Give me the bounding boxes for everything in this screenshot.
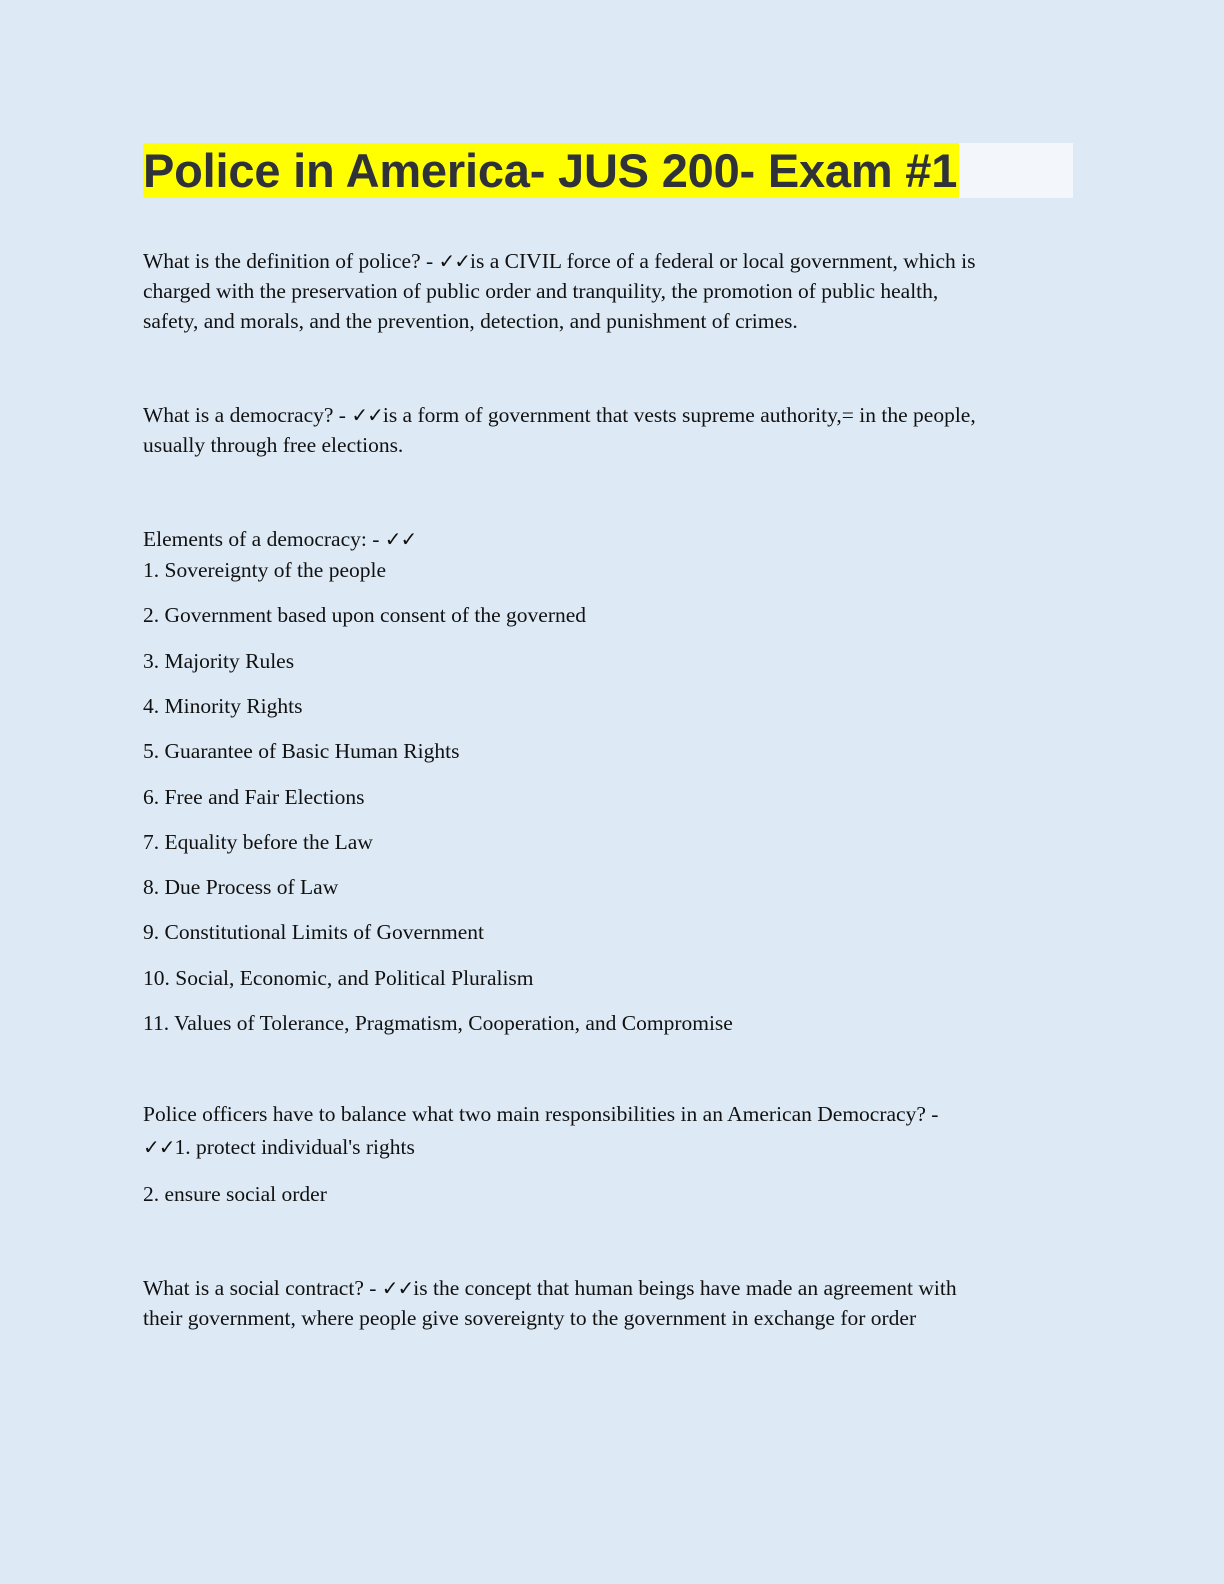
list-item: 5. Guarantee of Basic Human Rights bbox=[143, 739, 460, 763]
answer-text: is the concept that human beings have made an agreement with bbox=[413, 1276, 957, 1300]
list-item: 8. Due Process of Law bbox=[143, 875, 339, 899]
list-item: 2. ensure social order bbox=[143, 1182, 327, 1206]
list-item: 3. Majority Rules bbox=[143, 649, 295, 673]
card-elements-question bbox=[143, 524, 1083, 554]
answer-text: safety, and morals, and the prevention, detection, and punishment of crimes. bbox=[143, 309, 798, 333]
question-text: Elements of a democracy: - bbox=[143, 527, 385, 551]
list-item: 1. Sovereignty of the people bbox=[143, 558, 387, 582]
list-item: 11. Values of Tolerance, Pragmatism, Cooperation, and Compromise bbox=[143, 1011, 733, 1035]
answer-text: is a form of government that vests supreme authority,= in the people, bbox=[382, 403, 976, 427]
card-social-contract bbox=[143, 1273, 1083, 1333]
list-item: 1. protect individual's rights bbox=[174, 1135, 415, 1159]
question-text: What is the definition of police? - bbox=[143, 249, 439, 273]
question-text: What is a social contract? - bbox=[143, 1276, 382, 1300]
answer-text: is a CIVIL force of a federal or local government, which is bbox=[470, 249, 976, 273]
check-icon: ✓✓ bbox=[381, 1276, 414, 1300]
card-line bbox=[143, 1273, 1083, 1303]
document-title: Police in America- JUS 200- Exam #1 bbox=[143, 144, 958, 197]
list-item: 7. Equality before the Law bbox=[143, 830, 373, 854]
check-icon: ✓✓ bbox=[351, 403, 383, 427]
list-item: 9. Constitutional Limits of Government bbox=[143, 920, 484, 944]
check-icon: ✓✓ bbox=[438, 249, 471, 273]
answer-text: usually through free elections. bbox=[143, 433, 404, 457]
list-item: 10. Social, Economic, and Political Pluralism bbox=[143, 966, 534, 990]
list-item: 4. Minority Rights bbox=[143, 694, 303, 718]
check-icon: ✓✓ bbox=[143, 1135, 175, 1159]
card-line bbox=[143, 246, 1083, 276]
list-item-with-check bbox=[143, 1132, 415, 1162]
answer-text: charged with the preservation of public order and tranquility, the promotion of public health, bbox=[143, 279, 939, 303]
question-text: What is a democracy? - bbox=[143, 403, 352, 427]
card-police-definition bbox=[143, 246, 1083, 336]
card-line bbox=[143, 400, 1083, 430]
card-democracy bbox=[143, 400, 1083, 460]
list-item: 2. Government based upon consent of the governed bbox=[143, 603, 587, 627]
question-text: Police officers have to balance what two main responsibilities in an American Democracy? - bbox=[143, 1102, 939, 1126]
list-item: 6. Free and Fair Elections bbox=[143, 785, 365, 809]
card-police-responsibilities bbox=[143, 1099, 1083, 1129]
check-icon: ✓✓ bbox=[384, 527, 417, 551]
answer-text: their government, where people give sovereignty to the government in exchange for order bbox=[143, 1306, 917, 1330]
